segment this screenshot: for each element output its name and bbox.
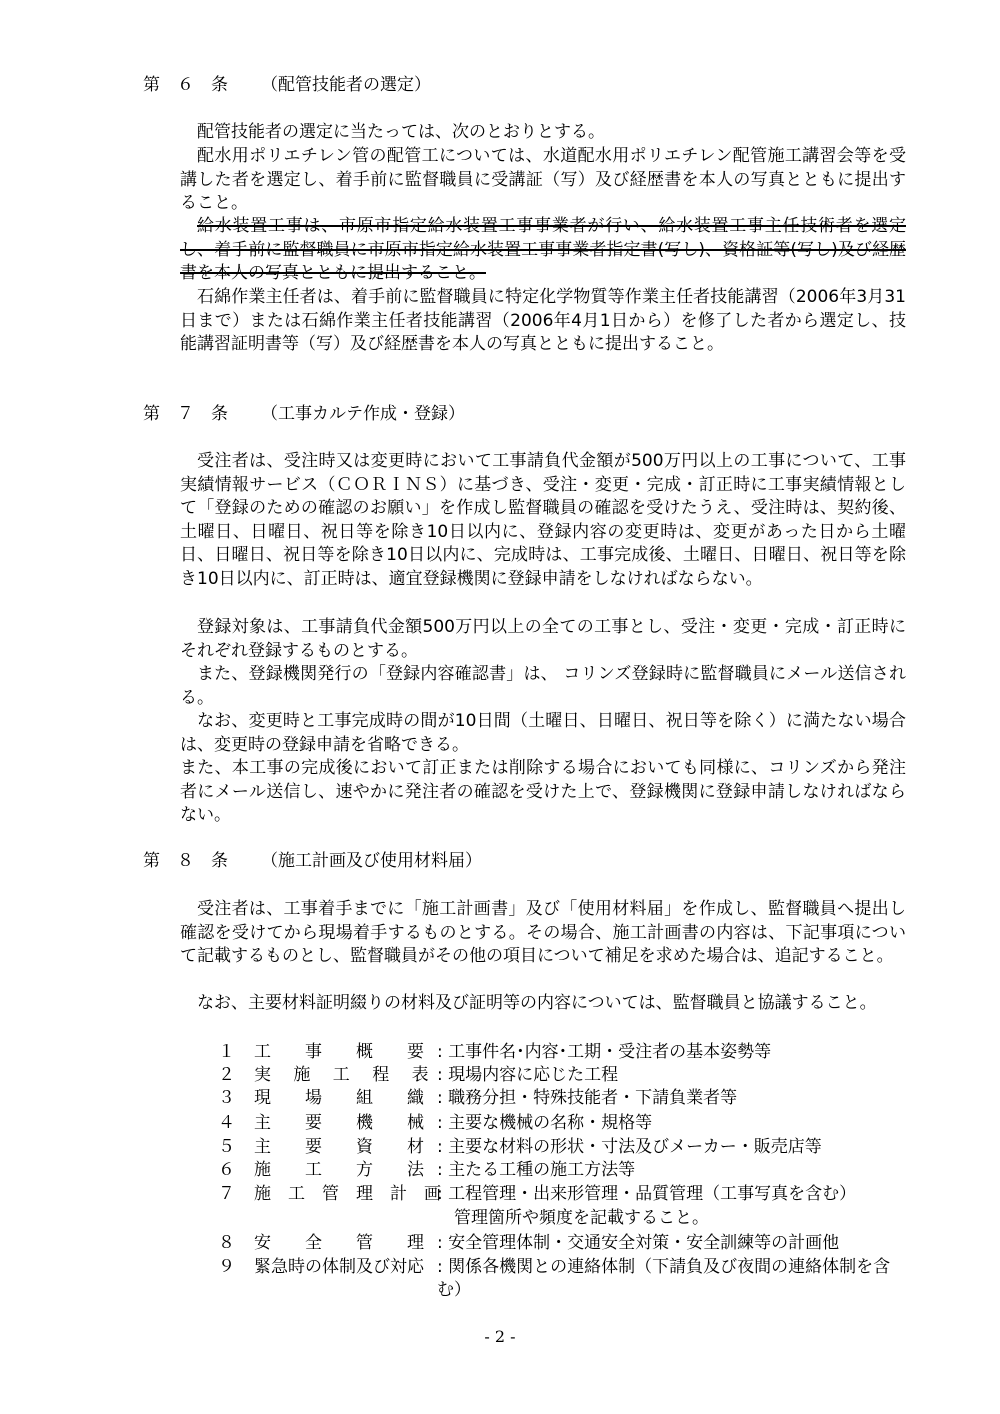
item-description: : 工程管理・出来形管理・品質管理（工事写真を含む）: [437, 1184, 857, 1204]
item-label: 工 事 概 要: [254, 1042, 424, 1062]
paragraph: 受注者は、工事着手までに「施工計画書」及び「使用材料届」を作成し、監督職員へ提出し確認を受けてから現場着手するものとする。その場合、施工計画書の内容は、下記事項について記載するものとし、監督職員がその他の項目について補足を求めた場合は、追記すること。: [180, 899, 906, 966]
item-description: : 工事件名･内容･工期・受注者の基本姿勢等: [437, 1042, 772, 1062]
article-title: （配管技能者の選定）: [261, 75, 431, 95]
list-item: [218, 1064, 908, 1087]
paragraph: また、本工事の完成後において訂正または削除する場合においても同様に、コリンズから発注者にメール送信し、速やかに発注者の確認を受けた上で、登録機関に登録申請しなければならない。: [180, 758, 906, 825]
paragraph: なお、変更時と工事完成時の間が10日間（土曜日、日曜日、祝日等を除く）に満たない場合は、変更時の登録申請を省略できる。: [180, 711, 906, 755]
article-7-heading: [143, 403, 465, 425]
item-description: : 主要な材料の形状・寸法及びメーカー・販売店等: [437, 1137, 822, 1157]
paragraph: また、登録機関発行の「登録内容確認書」は、 コリンズ登録時に監督職員にメール送信される。: [180, 664, 906, 708]
item-label: [254, 1207, 437, 1230]
item-number: １: [218, 1042, 235, 1062]
list-item: [218, 1232, 908, 1255]
item-description: : 安全管理体制・交通安全対策・安全訓練等の計画他: [437, 1233, 840, 1253]
paragraph: 石綿作業主任者は、着手前に監督職員に特定化学物質等作業主任者技能講習（2006年3月31日まで）または石綿作業主任者技能講習（2006年4月1日から）を修了した者から選定し、技能講習証明書等（写）及び経歴書を本人の写真とともに提出すること。: [180, 287, 906, 354]
article-8-heading: [143, 850, 482, 872]
item-number: ５: [218, 1137, 235, 1157]
list-item: [218, 1087, 908, 1110]
item-label: 実 施 工 程 表: [254, 1065, 429, 1085]
list-item: [218, 1256, 908, 1302]
item-description: : 主たる工種の施工方法等: [437, 1160, 636, 1180]
item-label: 主 要 資 材: [254, 1137, 424, 1157]
list-item: [218, 1112, 908, 1135]
list-item: [218, 1041, 908, 1064]
paragraph: 配水用ポリエチレン管の配管工については、水道配水用ポリエチレン配管施工講習会等を受講した者を選定し、着手前に監督職員に受講証（写）及び経歴書を本人の写真とともに提出すること。: [180, 146, 906, 213]
item-label: 安 全 管 理: [254, 1233, 424, 1253]
item-description: : 関係各機関との連絡体制（下請負及び夜間の連絡体制を含む）: [437, 1257, 891, 1300]
item-number: ９: [218, 1257, 235, 1277]
item-number: ４: [218, 1113, 235, 1133]
item-label: 施 工 方 法: [254, 1160, 424, 1180]
article-6-heading: [143, 74, 431, 96]
item-label: 施 工 管 理 計 画: [254, 1184, 441, 1204]
item-number: ３: [218, 1088, 235, 1108]
paragraph: 登録対象は、工事請負代金額500万円以上の全ての工事とし、受注・変更・完成・訂正時にそれぞれ登録するものとする。: [180, 617, 906, 661]
list-item: [218, 1136, 908, 1159]
item-description: 管理箇所や頻度を記載すること。: [437, 1208, 709, 1228]
item-label: 主 要 機 械: [254, 1113, 424, 1133]
list-item: [218, 1183, 908, 1206]
item-number: ６: [218, 1160, 235, 1180]
article-number: 第 ７ 条: [143, 404, 228, 424]
article-title: （施工計画及び使用材料届）: [261, 851, 482, 871]
article-number: 第 ８ 条: [143, 851, 228, 871]
list-item: [218, 1159, 908, 1182]
paragraph: 配管技能者の選定に当たっては、次のとおりとする。: [197, 122, 605, 142]
paragraph: 受注者は、受注時又は変更時において工事請負代金額が500万円以上の工事について、工事実績情報サービス（ＣＯＲＩＮＳ）に基づき、受注・変更・完成・訂正時に工事実績情報として「登録のための確認のお願い」を作成し監督職員の確認を受けたうえ、受注時は、契約後、土曜日、日曜日、祝日等を除き10日以内に、登録内容の変更時は、変更があった日から土曜日、日曜日、祝日等を除き10日以内に、完成時は、工事完成後、土曜日、日曜日、祝日等を除き10日以内に、訂正時は、適宜登録機関に登録申請をしなければならない。: [180, 451, 906, 589]
item-number: ７: [218, 1184, 235, 1204]
article-title: （工事カルテ作成・登録）: [261, 404, 465, 424]
item-description: : 職務分担・特殊技能者・下請負業者等: [437, 1088, 738, 1108]
article-number: 第 ６ 条: [143, 75, 228, 95]
list-item-continuation: [218, 1207, 908, 1230]
item-description: : 主要な機械の名称・規格等: [437, 1113, 653, 1133]
item-number: ２: [218, 1065, 235, 1085]
paragraph: なお、主要材料証明綴りの材料及び証明等の内容については、監督職員と協議すること。: [197, 993, 877, 1013]
page-number: - 2 -: [484, 1327, 516, 1346]
item-number: [218, 1207, 254, 1230]
item-description: : 現場内容に応じた工程: [437, 1065, 619, 1085]
item-label: 緊急時の体制及び対応: [254, 1257, 424, 1277]
item-number: ８: [218, 1233, 235, 1253]
item-label: 現 場 組 織: [254, 1088, 424, 1108]
struck-paragraph: 給水装置工事は、市原市指定給水装置工事事業者が行い、給水装置工事主任技術者を選定し、着手前に監督職員に市原市指定給水装置工事事業者指定書(写し)、資格証等(写し)及び経歴書を本人の写真とともに提出すること。: [180, 216, 906, 283]
